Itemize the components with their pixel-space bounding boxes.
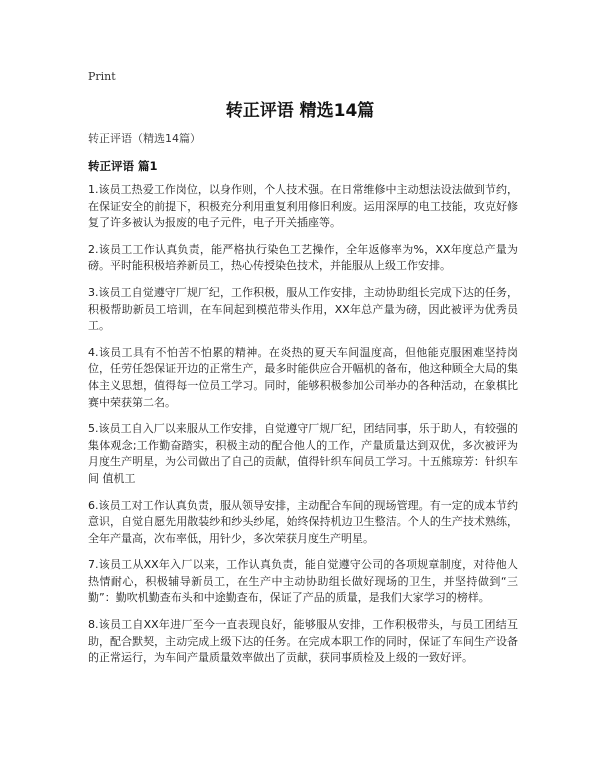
paragraph-6: 6.该员工对工作认真负责，服从领导安排，主动配合车间的现场管理。有一定的成本节约意识，自觉自愿先用散装纱和纱头纱尾，始终保持机边卫生整洁。个人的生产技术熟练，全年产量高，次布率低，用针少，多次荣获月度生产明星。 bbox=[88, 498, 518, 545]
paragraph-2: 2.该员工工作认真负责，能严格执行染色工艺操作，全年返修率为%，XX年度总产量为磅。平时能积极培养新员工，热心传授染色技术，并能服从上级工作安排。 bbox=[88, 242, 518, 273]
paragraph-list bbox=[88, 182, 518, 677]
paragraph-5: 5.该员工自入厂以来服从工作安排，自觉遵守厂规厂纪，团结同事，乐于助人，有较强的集体观念;工作勤奋踏实，积极主动的配合他人的工作，产量质量达到双优，多次被评为月度生产明星，为公司做出了自己的贡献，值得针织车间员工学习。十五熊琼芳：针织车间 值机工 bbox=[88, 422, 518, 485]
paragraph-1: 1.该员工热爱工作岗位，以身作则，个人技术强。在日常维修中主动想法设法做到节约，在保证安全的前提下，积极充分利用重复利用修旧利废。运用深厚的电工技能，攻克好修复了许多被认为报废的电子元件，电子开关插座等。 bbox=[88, 183, 518, 230]
document-title: 转正评语 精选14篇 bbox=[225, 101, 375, 121]
print-link[interactable]: Print bbox=[88, 70, 116, 83]
paragraph-7: 7.该员工从XX年入厂以来，工作认真负责，能自觉遵守公司的各项规章制度，对待他人热情耐心，积极辅导新员工，在生产中主动协助组长做好现场的卫生，并坚持做到“三勤”：勤吹机勤查布头和中途勤查布，保证了产品的质量，是我们大家学习的榜样。 bbox=[88, 558, 518, 605]
document-subtitle: 转正评语（精选14篇） bbox=[88, 132, 201, 145]
paragraph-8: 8.该员工自XX年进厂至今一直表现良好，能够服从安排，工作积极带头，与员工团结互助，配合默契，主动完成上级下达的任务。在完成本职工作的同时，保证了车间生产设备的正常运行，为车间产量质量效率做出了贡献，获同事质检及上级的一致好评。 bbox=[88, 618, 518, 665]
paragraph-3: 3.该员工自觉遵守厂规厂纪，工作积极，服从工作安排，主动协助组长完成下达的任务，积极帮助新员工培训，在车间起到模范带头作用，XX年总产量为磅，因此被评为优秀员工。 bbox=[88, 285, 518, 333]
section-heading: 转正评语 篇1 bbox=[88, 159, 158, 173]
paragraph-4: 4.该员工具有不怕苦不怕累的精神。在炎热的夏天车间温度高，但他能克服困难坚持岗位，任劳任怨保证开边的正常生产，最多时能供应合开幅机的备布，他这种顾全大局的集体主义思想，值得每一位员工学习。同时，能够积极参加公司举办的各种活动，在象棋比赛中荣获第二名。 bbox=[88, 345, 518, 409]
